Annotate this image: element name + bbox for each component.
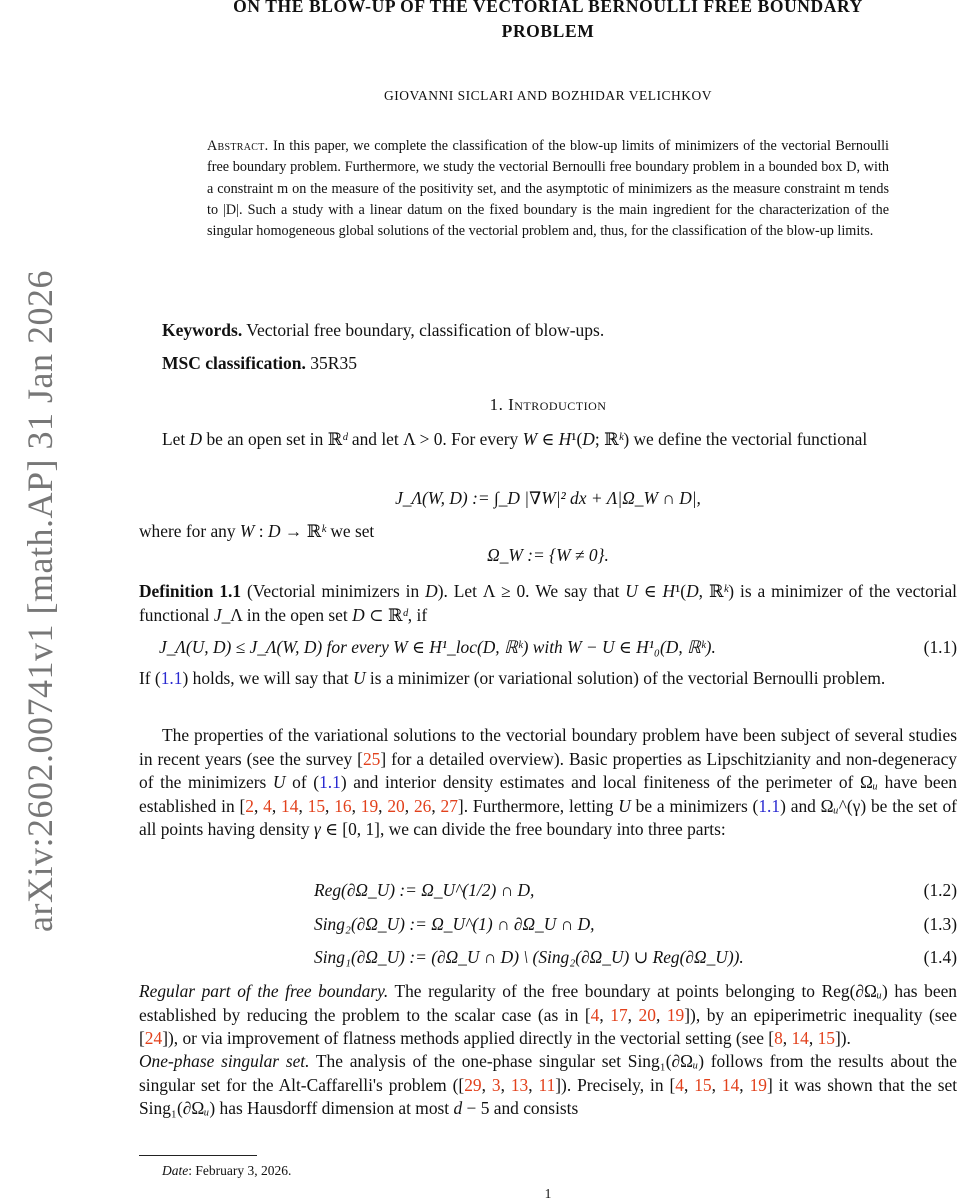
citation-link[interactable]: 26 xyxy=(413,795,432,816)
date-text: : February 3, 2026. xyxy=(188,1163,292,1178)
text-run: , xyxy=(739,1074,750,1095)
text-run: , xyxy=(351,795,361,816)
citation-link[interactable]: 20 xyxy=(387,795,405,816)
text-run: The regularity of the free boundary at points belonging to Reg(∂Ω xyxy=(388,981,877,1001)
paper-title xyxy=(100,0,957,44)
text-run: , xyxy=(253,795,264,816)
text-run: ᵏ xyxy=(321,521,326,541)
text-run: ; ℝ xyxy=(594,429,619,449)
definition-1-1 xyxy=(139,580,957,627)
text-run: of ( xyxy=(285,772,320,793)
text-run: ∈ xyxy=(637,581,663,601)
keywords-text: Vectorial free boundary, classification of blow-ups. xyxy=(246,320,605,340)
text-run: , xyxy=(481,1074,492,1095)
text-run: ]). Precisely, in [ xyxy=(555,1074,676,1095)
date-label: Date xyxy=(162,1163,189,1178)
citation-link[interactable]: 19 xyxy=(666,1004,685,1025)
text-run: be an open set in ℝ xyxy=(202,429,343,449)
text-run: : xyxy=(254,521,268,541)
text-run: where for any xyxy=(139,521,240,541)
text-run: ] for a detailed overview). Basic properties as Lipschitzianity and non-degeneracy of the minimizers xyxy=(139,748,957,793)
text-run: U xyxy=(625,581,638,601)
text-run: ¹( xyxy=(571,429,583,449)
text-run: D xyxy=(686,581,699,601)
text-run: U xyxy=(353,668,366,688)
citation-link[interactable]: 14 xyxy=(721,1074,740,1095)
equation-ref-link[interactable]: 1.1 xyxy=(319,772,341,793)
text-run: ¹( xyxy=(675,581,687,601)
citation-link[interactable]: 19 xyxy=(749,1074,767,1095)
paragraph xyxy=(139,667,957,691)
text-run: ᵈ xyxy=(402,604,408,625)
citation-link[interactable]: 25 xyxy=(362,748,381,769)
abstract-label: Abstract. xyxy=(207,138,269,154)
text-run: ⊂ ℝ xyxy=(364,604,403,625)
text-run: ∈ xyxy=(537,429,559,449)
citation-link[interactable]: 20 xyxy=(638,1004,656,1025)
citation-link[interactable]: 15 xyxy=(694,1074,712,1095)
text-run: γ xyxy=(313,819,321,840)
text-run: we set xyxy=(325,521,375,541)
text-run: ᵤ xyxy=(204,1098,210,1119)
text-run: , xyxy=(528,1074,539,1095)
equation-text: Sing₁(∂Ω_U) := (∂Ω_U ∩ D) \ (Sing₂(∂Ω_U) ∪ Reg(∂Ω_U)). xyxy=(314,947,744,967)
text-run: H xyxy=(558,429,572,449)
text-run: ]). xyxy=(834,1028,851,1049)
equation-number: (1.1) xyxy=(923,637,957,657)
citation-link[interactable]: 15 xyxy=(307,795,326,816)
msc-classification xyxy=(162,353,357,374)
equation-text: J_Λ(U, D) ≤ J_Λ(W, D) for every W ∈ H¹_loc(D, ℝᵏ) with W − U ∈ H¹₀(D, ℝᵏ). xyxy=(159,637,716,657)
equation-text: Ω_W := {W ≠ 0}. xyxy=(487,545,609,565)
footnote-rule xyxy=(139,1155,257,1156)
text-run: , xyxy=(782,1028,792,1049)
text-run: ᵏ xyxy=(618,429,624,449)
citation-link[interactable]: 4 xyxy=(675,1074,684,1095)
text-run: Let xyxy=(162,429,190,449)
text-run: is a minimizer (or variational solution) of the vectorial Bernoulli problem. xyxy=(365,668,886,688)
text-run: If ( xyxy=(139,668,161,688)
citation-link[interactable]: 13 xyxy=(510,1074,529,1095)
citation-link[interactable]: 8 xyxy=(774,1028,783,1049)
text-run: Regular part of the free boundary. xyxy=(139,981,389,1001)
text-run: ᵤ xyxy=(693,1051,699,1071)
citation-link[interactable]: 16 xyxy=(334,795,352,816)
abstract-text: In this paper, we complete the classification of the blow-up limits of minimizers of the vectorial Bernoulli free boundary problem. Furthermore, we study the vectorial Bernoulli free boundary problem in a bounded box D, with a constraint m on the measure of the positivity set, and the asymptotic of minimizers as the measure constraint m tends to |D|. Such a study with a linear datum on the fixed boundary is the main ingredient for the characterization of the singular homogeneous global solutions of the vectorial problem and, thus, for the classification of the blow-up limits. xyxy=(207,138,889,240)
text-run: , xyxy=(500,1074,511,1095)
text-run: ) has been established by reducing the problem to the scalar case (as in [ xyxy=(139,981,957,1025)
text-run: ᵤ xyxy=(833,795,839,816)
text-run: , xyxy=(325,795,335,816)
equation-ref-link[interactable]: 1.1 xyxy=(758,795,781,816)
text-run: W xyxy=(522,429,538,449)
text-run: ᵈ xyxy=(342,429,348,449)
text-run: ) we define the vectorial functional xyxy=(623,429,868,449)
text-run: be a minimizers ( xyxy=(630,795,759,816)
text-run: ∈ [0, 1], we can divide the free boundary into three parts: xyxy=(320,819,726,840)
text-run: ] it was shown that the set Sing₁(∂Ω xyxy=(139,1074,957,1119)
paragraph xyxy=(139,1050,957,1121)
text-run: and let Λ > 0. For every xyxy=(347,429,523,449)
citation-link[interactable]: 14 xyxy=(791,1028,809,1049)
text-run: ) has Hausdorff dimension at most xyxy=(209,1098,454,1119)
text-run: ). Let Λ ≥ 0. We say that xyxy=(437,581,626,601)
citation-link[interactable]: 14 xyxy=(281,795,299,816)
citation-link[interactable]: 17 xyxy=(610,1004,628,1025)
text-run: ^(γ) be the set of all points having density xyxy=(139,795,957,840)
text-run: , xyxy=(431,795,441,816)
text-run: U xyxy=(272,772,286,793)
text-run: , xyxy=(627,1004,639,1025)
paragraph xyxy=(139,980,957,1051)
text-run: D xyxy=(582,429,595,449)
text-run: ) follows from the results about the singular set for the Alt-Caffarelli's problem ([ xyxy=(139,1051,957,1095)
text-run: , xyxy=(711,1074,722,1095)
text-run: D xyxy=(189,429,203,449)
citation-link[interactable]: 11 xyxy=(538,1074,556,1095)
text-run: , xyxy=(298,795,308,816)
text-run: , xyxy=(378,795,388,816)
text-run: , ℝ xyxy=(698,581,724,601)
authors: GIOVANNI SICLARI AND BOZHIDAR VELICHKOV xyxy=(384,88,712,103)
keywords xyxy=(162,320,604,341)
msc-text: 35R35 xyxy=(310,353,357,373)
text-run: ᵤ xyxy=(876,981,883,1001)
text-run: , xyxy=(808,1028,818,1049)
equation-text: Reg(∂Ω_U) := Ω_U^(1/2) ∩ D, xyxy=(314,880,535,900)
text-run: d xyxy=(453,1098,463,1119)
text-run: ) and Ω xyxy=(780,795,834,816)
equation-number: (1.2) xyxy=(923,880,957,900)
text-run: − 5 and consists xyxy=(462,1098,579,1119)
text-run: , xyxy=(404,795,414,816)
msc-label: MSC classification. xyxy=(162,353,306,373)
citation-link[interactable]: 2 xyxy=(245,795,254,816)
text-run: W xyxy=(239,521,255,541)
text-run: ]), by an epiperimetric inequality (see [ xyxy=(139,1004,957,1049)
text-run: , xyxy=(599,1004,611,1025)
paragraph xyxy=(139,520,957,544)
text-run: , xyxy=(683,1074,695,1095)
paragraph xyxy=(139,724,957,842)
text-run: ᵤ xyxy=(872,772,879,793)
title-line: ON THE BLOW-UP OF THE VECTORIAL BERNOULLI FREE BOUNDARY xyxy=(233,0,863,16)
text-run: , xyxy=(655,1004,667,1025)
citation-link[interactable]: 4 xyxy=(590,1004,600,1025)
text-run: → ℝ xyxy=(280,521,322,541)
text-run: Definition 1.1 xyxy=(139,581,242,601)
text-run: H xyxy=(662,581,676,601)
text-run: J xyxy=(213,604,222,625)
page-number: 1 xyxy=(544,1186,552,1201)
section-heading: 1. Introduction xyxy=(489,395,607,414)
abstract xyxy=(207,136,889,242)
keywords-label: Keywords. xyxy=(162,320,243,340)
equation-text: Sing₂(∂Ω_U) := Ω_U^(1) ∩ ∂Ω_U ∩ D, xyxy=(314,914,595,934)
footnote-date xyxy=(162,1163,291,1179)
citation-link[interactable]: 3 xyxy=(491,1074,501,1095)
text-run: (Vectorial minimizers in xyxy=(241,581,426,601)
text-run: The properties of the variational solutions to the vectorial boundary problem have been subject of several studies in recent years (see the survey [ xyxy=(139,725,957,769)
equation-number: (1.4) xyxy=(923,947,957,967)
text-run: ) is a minimizer of the vectorial functional xyxy=(139,581,957,625)
citation-link[interactable]: 15 xyxy=(817,1028,835,1049)
equation-number: (1.3) xyxy=(923,914,957,934)
citation-link[interactable]: 19 xyxy=(360,795,379,816)
text-run: ]. Furthermore, letting xyxy=(457,795,619,816)
text-run: , xyxy=(271,795,282,816)
text-run: , if xyxy=(407,604,428,625)
text-run: ]), or via improvement of flatness methods applied directly in the vectorial setting (see [ xyxy=(162,1028,775,1049)
equation-ref-link[interactable]: 1.1 xyxy=(160,668,183,688)
text-run: D xyxy=(352,604,365,625)
equation-text: J_Λ(W, D) := ∫_D |∇W|² dx + Λ|Ω_W ∩ D|, xyxy=(395,488,701,508)
text-run: One-phase singular set. xyxy=(139,1051,310,1071)
text-run: D xyxy=(425,581,438,601)
paragraph xyxy=(139,428,957,452)
citation-link[interactable]: 29 xyxy=(464,1074,482,1095)
text-run: ) holds, we will say that xyxy=(182,668,353,688)
title-line: PROBLEM xyxy=(501,21,595,41)
text-run: D xyxy=(267,521,281,541)
text-run: ) and interior density estimates and local finiteness of the perimeter of Ω xyxy=(340,772,873,793)
citation-link[interactable]: 24 xyxy=(144,1028,163,1049)
citation-link[interactable]: 4 xyxy=(263,795,272,816)
text-run: U xyxy=(618,795,631,816)
arxiv-stamp: arXiv:2602.00741v1 [math.AP] 31 Jan 2026 xyxy=(20,270,60,932)
text-run: have been established in [ xyxy=(139,772,957,816)
citation-link[interactable]: 27 xyxy=(440,795,458,816)
text-run: ᵏ xyxy=(723,581,729,601)
text-run: The analysis of the one-phase singular set Sing₁(∂Ω xyxy=(309,1051,694,1071)
text-run: _Λ in the open set xyxy=(221,604,353,625)
